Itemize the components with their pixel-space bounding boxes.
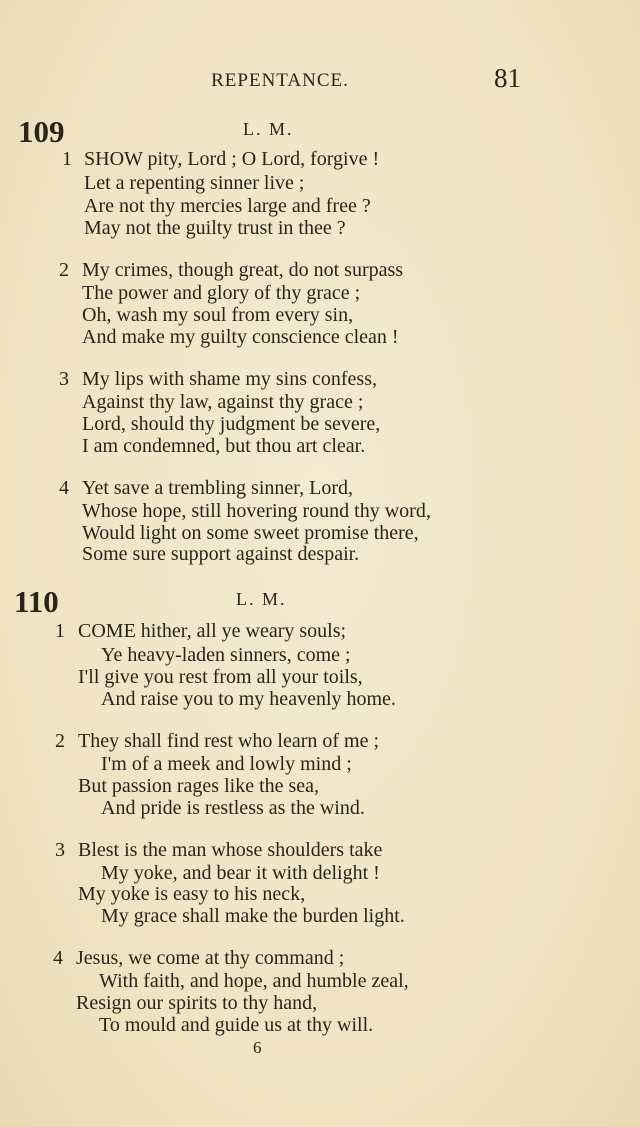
verse-line: I am condemned, but thou art clear. [82,435,366,457]
verse-number: 2 [59,259,69,281]
verse-number: 3 [59,368,69,390]
verse-line: They shall find rest who learn of me ; [78,730,380,752]
verse-number: 4 [59,477,69,499]
verse-line: To mould and guide us at thy will. [99,1014,374,1036]
verse-line: And pride is restless as the wind. [101,797,365,819]
verse-line: Whose hope, still hovering round thy word, [82,500,431,522]
running-header: REPENTANCE. [211,70,349,91]
verse-line: Jesus, we come at thy command ; [76,947,345,969]
verse-line: I'll give you rest from all your toils, [78,666,363,688]
verse-line: My lips with shame my sins confess, [82,368,377,390]
hymn-meter: L. M. [243,119,294,139]
page-number: 81 [494,63,521,93]
verse-line: Lord, should thy judgment be severe, [82,413,381,435]
verse-line: Would light on some sweet promise there, [82,522,419,544]
verse-number: 2 [55,730,65,752]
hymn-number: 109 [18,114,65,149]
verse-line: Some sure support against despair. [82,543,360,565]
verse-line: Resign our spirits to thy hand, [76,992,318,1014]
verse-line: I'm of a meek and lowly mind ; [101,753,352,775]
verse-line: And raise you to my heavenly home. [101,688,396,710]
verse-line: Are not thy mercies large and free ? [84,195,371,217]
hymn-number: 110 [14,584,59,619]
verse-number: 1 [62,148,72,170]
verse-line: My crimes, though great, do not surpass [82,259,404,281]
verse-line: Yet save a trembling sinner, Lord, [82,477,354,499]
signature-mark: 6 [253,1038,262,1057]
verse-line: With faith, and hope, and humble zeal, [99,970,409,992]
hymn-meter: L. M. [236,589,287,609]
verse-line: COME hither, all ye weary souls; [78,620,347,642]
verse-line: My yoke is easy to his neck, [78,883,306,905]
verse-line: Blest is the man whose shoulders take [78,839,383,861]
verse-line: Against thy law, against thy grace ; [82,391,364,413]
verse-number: 1 [55,620,65,642]
verse-number: 4 [53,947,63,969]
verse-line: My yoke, and bear it with delight ! [101,862,380,884]
verse-line: My grace shall make the burden light. [101,905,405,927]
verse-line: Let a repenting sinner live ; [84,172,305,194]
verse-line: Ye heavy-laden sinners, come ; [101,644,351,666]
verse-line: The power and glory of thy grace ; [82,282,361,304]
verse-line: May not the guilty trust in thee ? [84,217,346,239]
verse-line: SHOW pity, Lord ; O Lord, forgive ! [84,148,380,170]
verse-line: And make my guilty conscience clean ! [82,326,399,348]
verse-line: But passion rages like the sea, [78,775,320,797]
verse-line: Oh, wash my soul from every sin, [82,304,354,326]
verse-number: 3 [55,839,65,861]
